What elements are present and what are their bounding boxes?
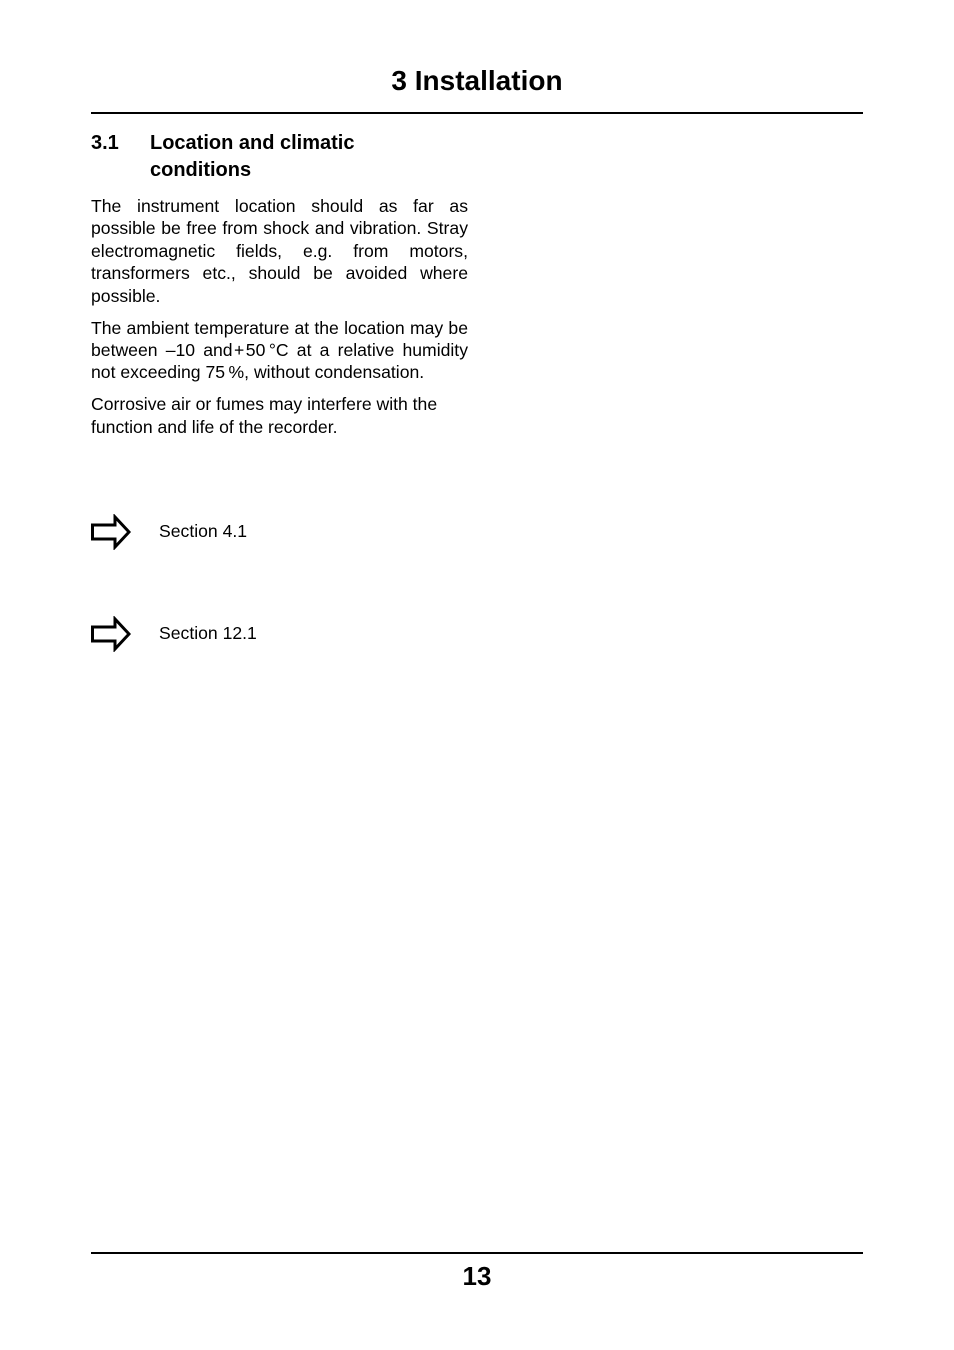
header-rule [91,112,863,114]
section-title: Location and climatic conditions [150,132,355,181]
page-number: 13 [462,1261,492,1291]
section-body [91,195,468,448]
right-arrow-icon [91,616,131,652]
page-title: 3 Installation [391,65,563,96]
cross-reference-label: Section 12.1 [159,623,257,643]
cross-reference-section-4-1 [91,514,491,550]
footer-rule [91,1252,863,1254]
cross-reference-section-12-1 [91,616,491,652]
right-arrow-icon [91,514,131,550]
paragraph-location: The instrument location should as far as possible be free from shock and vibration. Stray electromagnetic fields, e.g. from motors, transformers etc., should be avoided where possible. [91,196,468,306]
paragraph-temperature: The ambient temperature at the location may be between –10 and + 50 °C at a relative humidity not exceeding 75 %, without condensation. [91,317,468,383]
paragraph-corrosive: Corrosive air or fumes may interfere with the function and life of the recorder. [91,394,438,437]
cross-reference-label: Section 4.1 [159,521,248,541]
section-number: 3.1 [91,132,119,154]
